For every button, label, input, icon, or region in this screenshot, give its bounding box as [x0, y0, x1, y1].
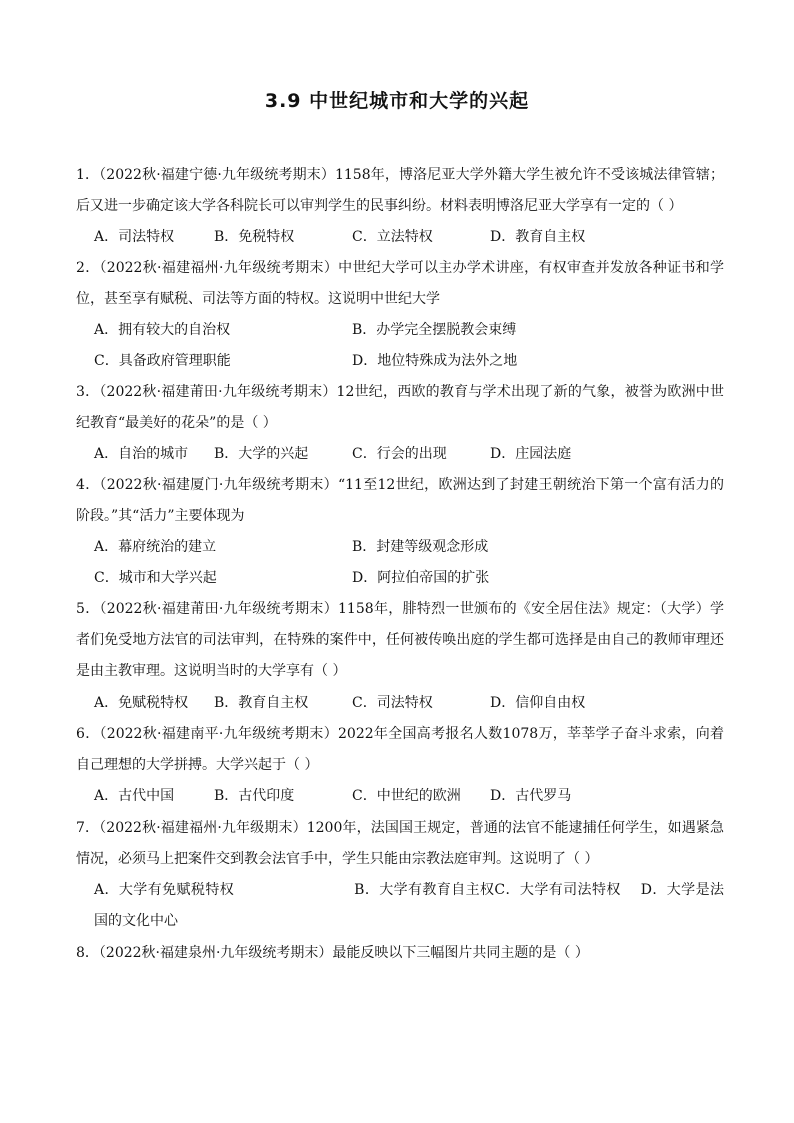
option-c[interactable]: C．司法特权: [352, 695, 433, 711]
question-4: 4．（2022秋·福建厦门·九年级统考期末）“11至12世纪，欧洲达到了封建王朝统治下第一个富有活力的阶段。”其“活力”主要体现为: [76, 477, 724, 524]
option-a[interactable]: A．自治的城市: [94, 446, 189, 462]
option-a[interactable]: A．古代中国: [94, 788, 175, 804]
option-c[interactable]: C．中世纪的欧洲: [352, 788, 461, 804]
question-2: 2．（2022秋·福建福州·九年级统考期末）中世纪大学可以主办学术讲座，有权审查并发放各种证书和学位，甚至享有赋税、司法等方面的特权。这说明中世纪大学: [76, 260, 724, 307]
page-title: 3.9 中世纪城市和大学的兴起: [264, 90, 530, 112]
option-a[interactable]: A．司法特权: [94, 229, 175, 245]
question-7: 7．（2022秋·福建福州·九年级期末）1200年，法国国王规定，普通的法官不能逮捕任何学生，如遇紧急情况，必须马上把案件交到教会法官手中，学生只能由宗教法庭审判。这说明了（ ）: [76, 820, 724, 867]
option-b[interactable]: B．封建等级观念形成: [352, 539, 489, 555]
option-b[interactable]: B．办学完全摆脱教会束缚: [352, 322, 517, 338]
question-1: 1．（2022秋·福建宁德·九年级统考期末）1158年，博洛尼亚大学外籍大学生被允许不受该城法律管辖；后又进一步确定该大学各科院长可以审判学生的民事纠纷。材料表明博洛尼亚大学享有一定的（ ）: [76, 167, 724, 214]
option-a[interactable]: A．大学有免赋税特权: [94, 882, 235, 898]
option-b[interactable]: B．大学的兴起: [214, 446, 309, 462]
option-d[interactable]: D．地位特殊成为法外之地: [352, 353, 518, 369]
option-b[interactable]: B．大学有教育自主权: [354, 882, 495, 898]
option-b[interactable]: B．免税特权: [214, 229, 295, 245]
option-b[interactable]: B．古代印度: [214, 788, 295, 804]
option-c[interactable]: C．具备政府管理职能: [94, 353, 231, 369]
option-a[interactable]: A．免赋税特权: [94, 695, 189, 711]
question-6: 6．（2022秋·福建南平·九年级统考期末）2022年全国高考报名人数1078万，莘莘学子奋斗求索，向着自己理想的大学拼搏。大学兴起于（ ）: [76, 726, 724, 773]
option-d[interactable]: D．古代罗马: [490, 788, 572, 804]
option-c[interactable]: C．立法特权: [352, 229, 433, 245]
option-a[interactable]: A．幕府统治的建立: [94, 539, 217, 555]
option-c[interactable]: C．城市和大学兴起: [94, 570, 217, 586]
option-c[interactable]: C．行会的出现: [352, 446, 447, 462]
option-d[interactable]: D．教育自主权: [490, 229, 586, 245]
option-c[interactable]: C．大学有司法特权: [494, 882, 621, 898]
option-d[interactable]: D．阿拉伯帝国的扩张: [352, 570, 490, 586]
option-a[interactable]: A．拥有较大的自治权: [94, 322, 231, 338]
option-d[interactable]: D．信仰自由权: [490, 695, 586, 711]
option-d[interactable]: D．大学是法国的文化中心: [94, 882, 724, 929]
question-5: 5．（2022秋·福建莆田·九年级统考期末）1158年，腓特烈一世颁布的《安全居住法》规定：（大学）学者们免受地方法官的司法审判，在特殊的案件中，任何被传唤出庭的学生都可选择是由自己的教师审理还是由主教审理。这说明当时的大学享有（ ）: [76, 601, 724, 679]
question-7-options: [94, 875, 724, 937]
question-3: 3．（2022秋·福建莆田·九年级统考期末）12世纪，西欧的教育与学术出现了新的气象，被誉为欧洲中世纪教育“最美好的花朵”的是（ ）: [76, 384, 724, 431]
question-8: 8．（2022秋·福建泉州·九年级统考期末）最能反映以下三幅图片共同主题的是（ ）: [76, 945, 589, 961]
option-d[interactable]: D．庄园法庭: [490, 446, 572, 462]
option-b[interactable]: B．教育自主权: [214, 695, 309, 711]
